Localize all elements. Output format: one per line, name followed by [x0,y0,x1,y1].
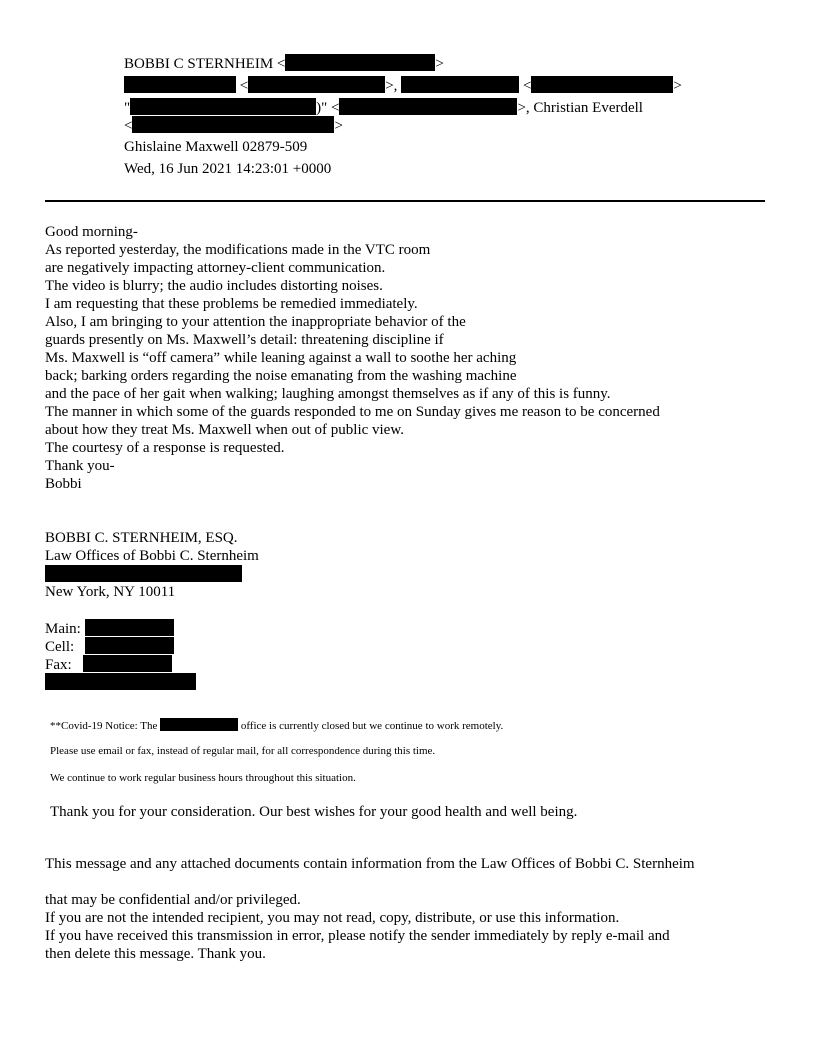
redaction [83,655,172,672]
redaction [132,116,334,133]
to-value: < >, < > [124,76,682,95]
body-line: are negatively impacting attorney-client communication. [45,260,386,276]
body-line: Bobbi [45,476,82,492]
covid-notice-line3: We continue to work regular business hours throughout this situation. [50,772,356,784]
signature-main: Main: [45,619,174,638]
redaction [85,637,174,654]
redaction [45,565,242,582]
from-value: BOBBI C STERNHEIM < > [124,56,444,72]
message-body [45,223,660,493]
body-line: As reported yesterday, the modifications made in the VTC room [45,242,431,258]
header-divider [45,200,765,202]
body-line: about how they treat Ms. Maxwell when out of public view. [45,422,404,438]
disclaimer-line4: If you have received this transmission in error, please notify the sender immediately by reply e-mail and [45,928,670,944]
redaction [130,98,316,115]
subject-value: Ghislaine Maxwell 02879-509 [124,139,308,155]
disclaimer-line5: then delete this message. Thank you. [45,946,266,962]
signature-address [45,565,242,584]
body-line: back; barking orders regarding the noise emanating from the washing machine [45,368,517,384]
signature-city: New York, NY 10011 [45,584,176,600]
thanks-line: Thank you for your consideration. Our best wishes for your good health and well being. [50,804,578,820]
body-line: I am requesting that these problems be remedied immediately. [45,296,418,312]
redaction [248,76,385,93]
redaction [45,673,196,690]
covid-notice-line2: Please use email or fax, instead of regular mail, for all correspondence during this time. [50,745,436,757]
signature-name: BOBBI C. STERNHEIM, ESQ. [45,530,238,546]
signature-email [45,673,196,692]
covid-notice-line1: **Covid-19 Notice: The office is currently closed but we continue to work remotely. [50,720,504,732]
body-line: Thank you- [45,458,115,474]
redaction [339,98,517,115]
redaction [85,619,174,636]
redaction [160,718,238,731]
date-value: Wed, 16 Jun 2021 14:23:01 +0000 [124,161,332,177]
redaction [401,76,519,93]
body-line: Ms. Maxwell is “off camera” while leaning against a wall to soothe her aching [45,350,517,366]
body-line: guards presently on Ms. Maxwell’s detail: threatening discipline if [45,332,444,348]
from-name: BOBBI C STERNHEIM < [124,56,286,72]
body-line: Also, I am bringing to your attention the inappropriate behavior of the [45,314,466,330]
redaction [531,76,673,93]
body-line: The courtesy of a response is requested. [45,440,285,456]
redaction [285,54,435,71]
signature-fax: Fax: [45,655,172,674]
cc-value: " )" < >, Christian Everdell [124,100,643,116]
disclaimer-line3: If you are not the intended recipient, you may not read, copy, distribute, or use this information. [45,910,620,926]
body-line: The manner in which some of the guards responded to me on Sunday gives me reason to be concerned [45,404,660,420]
redaction [124,76,236,93]
disclaimer-line2: that may be confidential and/or privileged. [45,892,301,908]
body-line: Good morning- [45,224,138,240]
signature-cell: Cell: [45,637,174,656]
signature-firm: Law Offices of Bobbi C. Sternheim [45,548,259,564]
body-line: The video is blurry; the audio includes distorting noises. [45,278,383,294]
body-line: and the pace of her gait when walking; laughing amongst themselves as if any of this is funny. [45,386,611,402]
disclaimer-line1: This message and any attached documents contain information from the Law Offices of Bobbi C. Sternheim [45,856,695,872]
